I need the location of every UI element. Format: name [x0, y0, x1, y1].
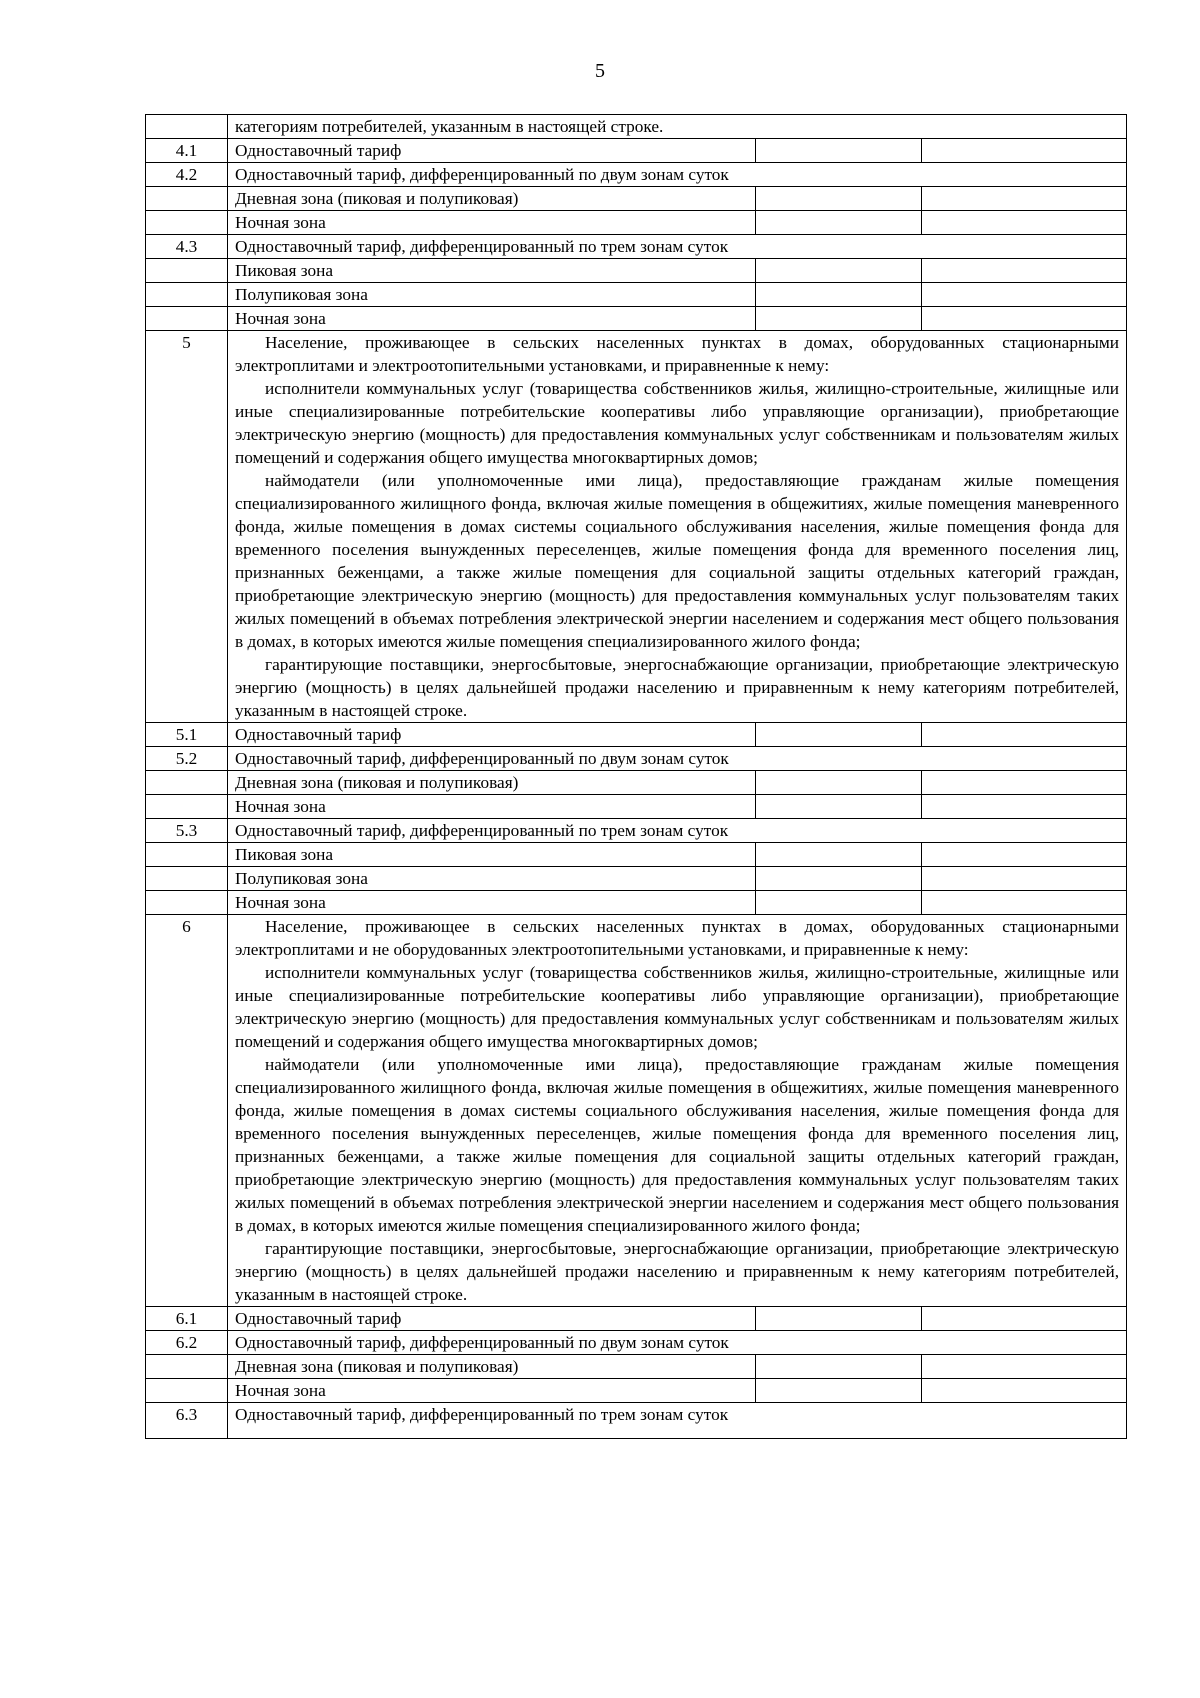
- value-cell: [922, 259, 1127, 283]
- table-row: [146, 747, 1127, 771]
- row-text: Одноставочный тариф: [228, 139, 756, 163]
- value-cell: [922, 795, 1127, 819]
- value-cell: [922, 1355, 1127, 1379]
- table-row: [146, 211, 1127, 235]
- table-row: [146, 235, 1127, 259]
- value-cell: [756, 1355, 922, 1379]
- row-text: Одноставочный тариф, дифференцированный по двум зонам суток: [228, 163, 1127, 187]
- value-cell: [922, 771, 1127, 795]
- table-row: [146, 1307, 1127, 1331]
- row-text: Ночная зона: [228, 211, 756, 235]
- table-row: [146, 163, 1127, 187]
- value-cell: [756, 795, 922, 819]
- table-row: [146, 331, 1127, 723]
- row-text: Ночная зона: [228, 891, 756, 915]
- table-row: [146, 819, 1127, 843]
- row-text: Пиковая зона: [228, 843, 756, 867]
- tariff-table: [145, 114, 1127, 1439]
- row-number: 4.2: [146, 163, 228, 187]
- paragraph: Население, проживающее в сельских населенных пунктах в домах, оборудованных стационарными электроплитами и электроотопительными установками, и приравненные к нему:: [235, 333, 1120, 375]
- row-text: Полупиковая зона: [228, 283, 756, 307]
- paragraph: исполнители коммунальных услуг (товарищества собственников жилья, жилищно-строительные, жилищные или иные специализированные потребительские кооперативы либо управляющие организации), приобретающие электрическую энергию (мощность) для предоставления коммунальных услуг собственникам и пользователям жилых помещений и содержания общего имущества многоквартирных домов;: [235, 379, 1120, 467]
- table-row: [146, 1403, 1127, 1439]
- row-number: 4.1: [146, 139, 228, 163]
- table-row: [146, 771, 1127, 795]
- row-number: 6.3: [146, 1403, 228, 1439]
- paragraph: наймодатели (или уполномоченные ими лица), предоставляющие гражданам жилые помещения специализированного жилищного фонда, включая жилые помещения в общежитиях, жилые помещения маневренного фонда, жилые помещения в домах системы социального обслуживания населения, жилые помещения фонда для временного поселения вынужденных переселенцев, жилые помещения фонда для временного поселения лиц, признанных беженцами, а также жилые помещения для социальной защиты отдельных категорий граждан, приобретающие электрическую энергию (мощность) для предоставления коммунальных услуг пользователям таких жилых помещений в объемах потребления электрической энергии населением и содержания мест общего пользования в домах, в которых имеются жилые помещения специализированного жилого фонда;: [235, 471, 1120, 651]
- value-cell: [922, 1307, 1127, 1331]
- table-row: [146, 283, 1127, 307]
- row-text-block: [228, 331, 1127, 723]
- value-cell: [922, 1379, 1127, 1403]
- table-row: [146, 187, 1127, 211]
- row-number: 6: [146, 915, 228, 1307]
- table-row: [146, 115, 1127, 139]
- row-text: Ночная зона: [228, 307, 756, 331]
- paragraph: гарантирующие поставщики, энергосбытовые, энергоснабжающие организации, приобретающие электрическую энергию (мощность) в целях дальнейшей продажи населению и приравненным к нему категориям потребителей, указанным в настоящей строке.: [235, 655, 1120, 720]
- row-text: Дневная зона (пиковая и полупиковая): [228, 187, 756, 211]
- value-cell: [756, 891, 922, 915]
- table-row: [146, 259, 1127, 283]
- row-number: 5: [146, 331, 228, 723]
- value-cell: [756, 1379, 922, 1403]
- value-cell: [922, 211, 1127, 235]
- row-text: Полупиковая зона: [228, 867, 756, 891]
- row-text: Дневная зона (пиковая и полупиковая): [228, 771, 756, 795]
- row-text: Одноставочный тариф, дифференцированный по трем зонам суток: [228, 235, 1127, 259]
- value-cell: [922, 891, 1127, 915]
- paragraph: гарантирующие поставщики, энергосбытовые, энергоснабжающие организации, приобретающие электрическую энергию (мощность) в целях дальнейшей продажи населению и приравненным к нему категориям потребителей, указанным в настоящей строке.: [235, 1239, 1120, 1304]
- table-row: [146, 843, 1127, 867]
- value-cell: [756, 1307, 922, 1331]
- table-row: [146, 1355, 1127, 1379]
- paragraph: наймодатели (или уполномоченные ими лица), предоставляющие гражданам жилые помещения специализированного жилищного фонда, включая жилые помещения в общежитиях, жилые помещения маневренного фонда, жилые помещения в домах системы социального обслуживания населения, жилые помещения фонда для временного поселения вынужденных переселенцев, жилые помещения фонда для временного поселения лиц, признанных беженцами, а также жилые помещения для социальной защиты отдельных категорий граждан, приобретающие электрическую энергию (мощность) для предоставления коммунальных услуг пользователям таких жилых помещений в объемах потребления электрической энергии населением и содержания мест общего пользования в домах, в которых имеются жилые помещения специализированного жилого фонда;: [235, 1055, 1120, 1235]
- row-text: Одноставочный тариф: [228, 1307, 756, 1331]
- row-text: Одноставочный тариф, дифференцированный по двум зонам суток: [228, 1331, 1127, 1355]
- value-cell: [756, 139, 922, 163]
- value-cell: [922, 139, 1127, 163]
- row-text: Одноставочный тариф, дифференцированный по трем зонам суток: [228, 819, 1127, 843]
- table-row: [146, 1331, 1127, 1355]
- table-row: [146, 915, 1127, 1307]
- value-cell: [756, 843, 922, 867]
- value-cell: [756, 259, 922, 283]
- page-number: 5: [595, 60, 605, 82]
- value-cell: [756, 211, 922, 235]
- row-text: Одноставочный тариф: [228, 723, 756, 747]
- row-text: категориям потребителей, указанным в настоящей строке.: [228, 115, 1127, 139]
- value-cell: [922, 283, 1127, 307]
- value-cell: [756, 187, 922, 211]
- value-cell: [756, 771, 922, 795]
- row-text: Ночная зона: [228, 795, 756, 819]
- row-text: Пиковая зона: [228, 259, 756, 283]
- value-cell: [922, 867, 1127, 891]
- row-number: 5.3: [146, 819, 228, 843]
- row-number: 4.3: [146, 235, 228, 259]
- row-number: 5.1: [146, 723, 228, 747]
- row-number: 6.2: [146, 1331, 228, 1355]
- paragraph: исполнители коммунальных услуг (товарищества собственников жилья, жилищно-строительные, жилищные или иные специализированные потребительские кооперативы либо управляющие организации), приобретающие электрическую энергию (мощность) для предоставления коммунальных услуг собственникам и пользователям жилых помещений и содержания общего имущества многоквартирных домов;: [235, 963, 1120, 1051]
- value-cell: [756, 283, 922, 307]
- row-number: [146, 115, 228, 139]
- row-text: Дневная зона (пиковая и полупиковая): [228, 1355, 756, 1379]
- value-cell: [922, 307, 1127, 331]
- table-row: [146, 723, 1127, 747]
- table-row: [146, 795, 1127, 819]
- value-cell: [756, 867, 922, 891]
- row-text: Ночная зона: [228, 1379, 756, 1403]
- table-row: [146, 139, 1127, 163]
- table-row: [146, 891, 1127, 915]
- value-cell: [756, 307, 922, 331]
- table-row: [146, 867, 1127, 891]
- row-number: 5.2: [146, 747, 228, 771]
- paragraph: Население, проживающее в сельских населенных пунктах в домах, оборудованных стационарными электроплитами и не оборудованных электроотопительными установками, и приравненные к нему:: [235, 917, 1120, 959]
- row-text: Одноставочный тариф, дифференцированный по двум зонам суток: [228, 747, 1127, 771]
- value-cell: [922, 723, 1127, 747]
- row-text: Одноставочный тариф, дифференцированный по трем зонам суток: [228, 1403, 1127, 1439]
- row-number: 6.1: [146, 1307, 228, 1331]
- row-text-block: [228, 915, 1127, 1307]
- value-cell: [922, 187, 1127, 211]
- value-cell: [756, 723, 922, 747]
- table-row: [146, 307, 1127, 331]
- value-cell: [922, 843, 1127, 867]
- table-row: [146, 1379, 1127, 1403]
